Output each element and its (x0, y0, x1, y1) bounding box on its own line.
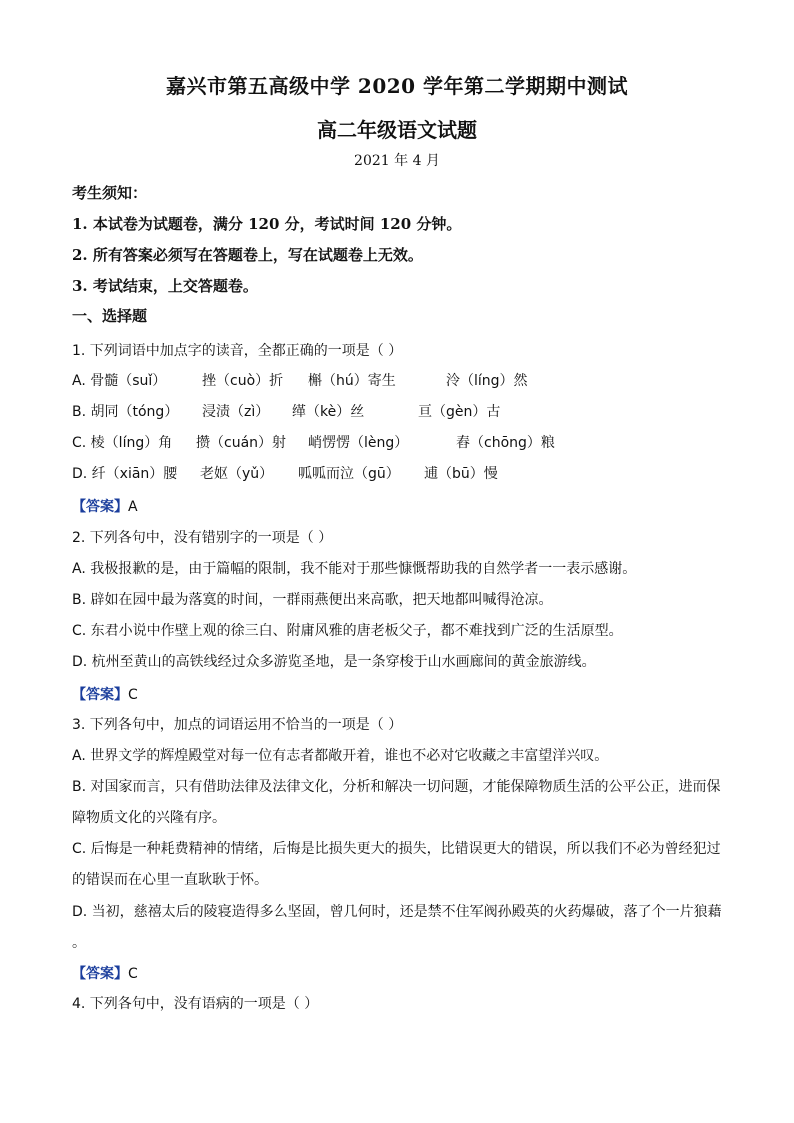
answer-value: C (128, 687, 138, 703)
option-part: 峭愣愣（lèng） (308, 435, 409, 451)
question-3-option-d-line-1: D. 当初，慈禧太后的陵寝造得多么坚固，曾几何时，还是禁不住军阀孙殿英的火药爆破，落了个一片狼藉 (72, 904, 722, 920)
notice-item-3: 3. 考试结束，上交答题卷。 (72, 277, 258, 295)
option-part: 槲（hú）寄生 (308, 373, 396, 389)
question-2-stem: 2. 下列各句中，没有错别字的一项是（ ） (72, 530, 333, 546)
option-part: D. 纤（xiān）腰 (72, 466, 178, 482)
notice-item-2: 2. 所有答案必须写在答题卷上，写在试题卷上无效。 (72, 246, 423, 264)
question-3-option-d-line-2: 。 (72, 935, 86, 951)
exam-date: 2021 年 4 月 (354, 153, 440, 169)
question-3-option-c-line-2: 的错误而在心里一直耿耿于怀。 (72, 872, 268, 888)
exam-title: 嘉兴市第五高级中学 2020 学年第二学期期中测试 (165, 74, 629, 98)
answer-value: C (128, 966, 138, 982)
option-part: A. 骨髓（suǐ） (72, 373, 167, 389)
question-2-option-a: A. 我极报歉的是，由于篇幅的限制，我不能对于那些慷慨帮助我的自然学者一一表示感谢。 (72, 561, 637, 577)
question-2-option-c: C. 东君小说中作壁上观的徐三白、附庸风雅的唐老板父子，都不难找到广泛的生活原型。 (72, 623, 623, 639)
option-part: 逋（bū）慢 (424, 466, 498, 482)
answer-tag: 【答案】 (72, 499, 128, 515)
option-part: 老妪（yǔ） (200, 466, 274, 482)
option-part: C. 棱（líng）角 (72, 435, 173, 451)
option-part: 攒（cuán）射 (196, 435, 287, 451)
question-3-option-b-line-2: 障物质文化的兴隆有序。 (72, 810, 226, 826)
question-2-option-d: D. 杭州至黄山的高铁线经过众多游览圣地，是一条穿梭于山水画廊间的黄金旅游线。 (72, 654, 596, 670)
option-part: 泠（líng）然 (446, 373, 528, 389)
question-3-option-a: A. 世界文学的辉煌殿堂对每一位有志者都敞开着，谁也不必对它收藏之丰富望洋兴叹。 (72, 748, 609, 764)
question-1-stem: 1. 下列词语中加点字的读音，全都正确的一项是（ ） (72, 343, 403, 359)
notice-item-1: 1. 本试卷为试题卷，满分 120 分，考试时间 120 分钟。 (72, 215, 462, 233)
notice-heading: 考生须知： (72, 184, 148, 202)
question-3-option-c-line-1: C. 后悔是一种耗费精神的情绪，后悔是比损失更大的损失，比错误更大的错误，所以我们不必为曾经犯过 (72, 841, 721, 857)
option-part: 呱呱而泣（gū） (298, 466, 400, 482)
option-part: 舂（chōng）粮 (456, 435, 555, 451)
option-part: 挫（cuò）折 (202, 373, 284, 389)
answer-tag: 【答案】 (72, 966, 128, 982)
question-3-answer (72, 963, 138, 983)
question-1-answer (72, 496, 138, 516)
question-2-option-b: B. 辟如在园中最为落寞的时间，一群雨燕便出来高歌，把天地都叫喊得沧凉。 (72, 592, 553, 608)
option-part: B. 胡同（tóng） (72, 404, 179, 420)
question-3-option-b-line-1: B. 对国家而言，只有借助法律及法律文化，分析和解决一切问题，才能保障物质生活的公平公正，进而保 (72, 779, 721, 795)
exam-subtitle: 高二年级语文试题 (317, 118, 477, 142)
question-4-stem: 4. 下列各句中，没有语病的一项是（ ） (72, 996, 319, 1012)
question-3-stem: 3. 下列各句中，加点的词语运用不恰当的一项是（ ） (72, 717, 403, 733)
answer-tag: 【答案】 (72, 687, 128, 703)
option-part: 亘（gèn）古 (418, 404, 501, 420)
option-part: 缂（kè）丝 (292, 404, 365, 420)
section-title: 一、选择题 (72, 307, 148, 325)
question-2-answer (72, 684, 138, 704)
answer-value: A (128, 499, 138, 515)
option-part: 浸渍（zì） (202, 404, 270, 420)
